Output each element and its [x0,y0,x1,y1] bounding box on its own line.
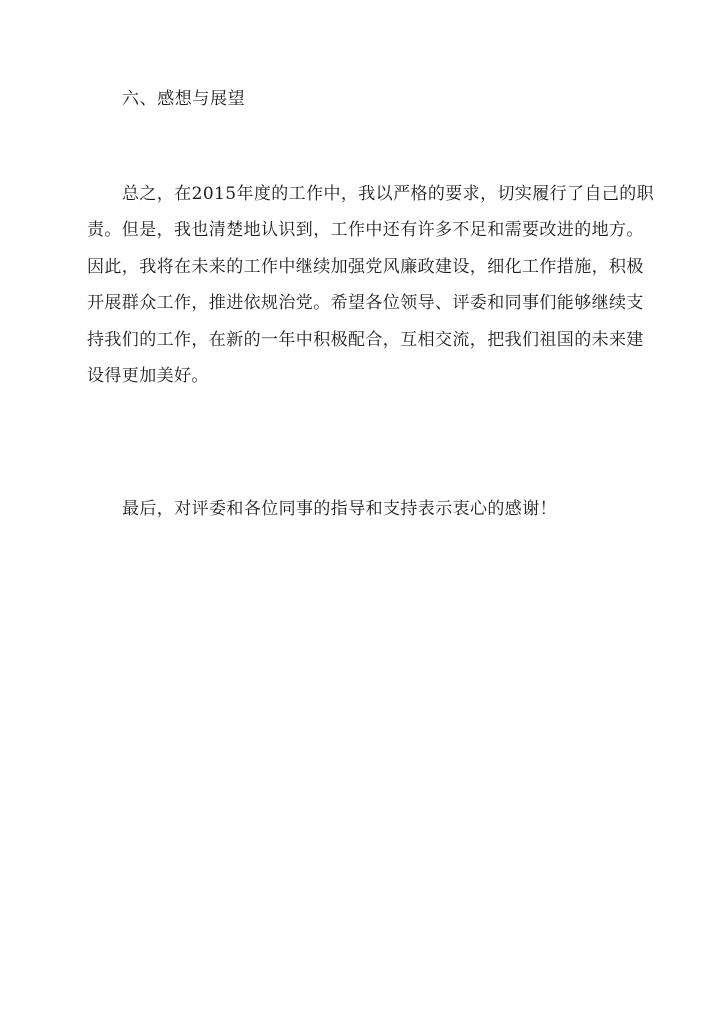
summary-line-2: 责。但是，我也清楚地认识到，工作中还有许多不足和需要改进的地方。 [87,220,644,241]
summary-paragraph [87,179,655,397]
summary-line-5: 持我们的工作，在新的一年中积极配合，互相交流，把我们祖国的未来建 [87,329,644,350]
summary-line-1: 总之，在2015年度的工作中，我以严格的要求，切实履行了自己的职 [122,184,655,204]
section-heading: 六、感想与展望 [122,89,246,109]
summary-line-4: 开展群众工作，推进依规治党。希望各位领导、评委和同事们能够继续支 [87,293,644,314]
closing-paragraph: 最后，对评委和各位同事的指导和支持表示衷心的感谢！ [122,499,557,519]
summary-line-6: 设得更加美好。 [87,365,209,386]
summary-line-3: 因此，我将在未来的工作中继续加强党风廉政建设，细化工作措施，积极 [87,256,644,277]
